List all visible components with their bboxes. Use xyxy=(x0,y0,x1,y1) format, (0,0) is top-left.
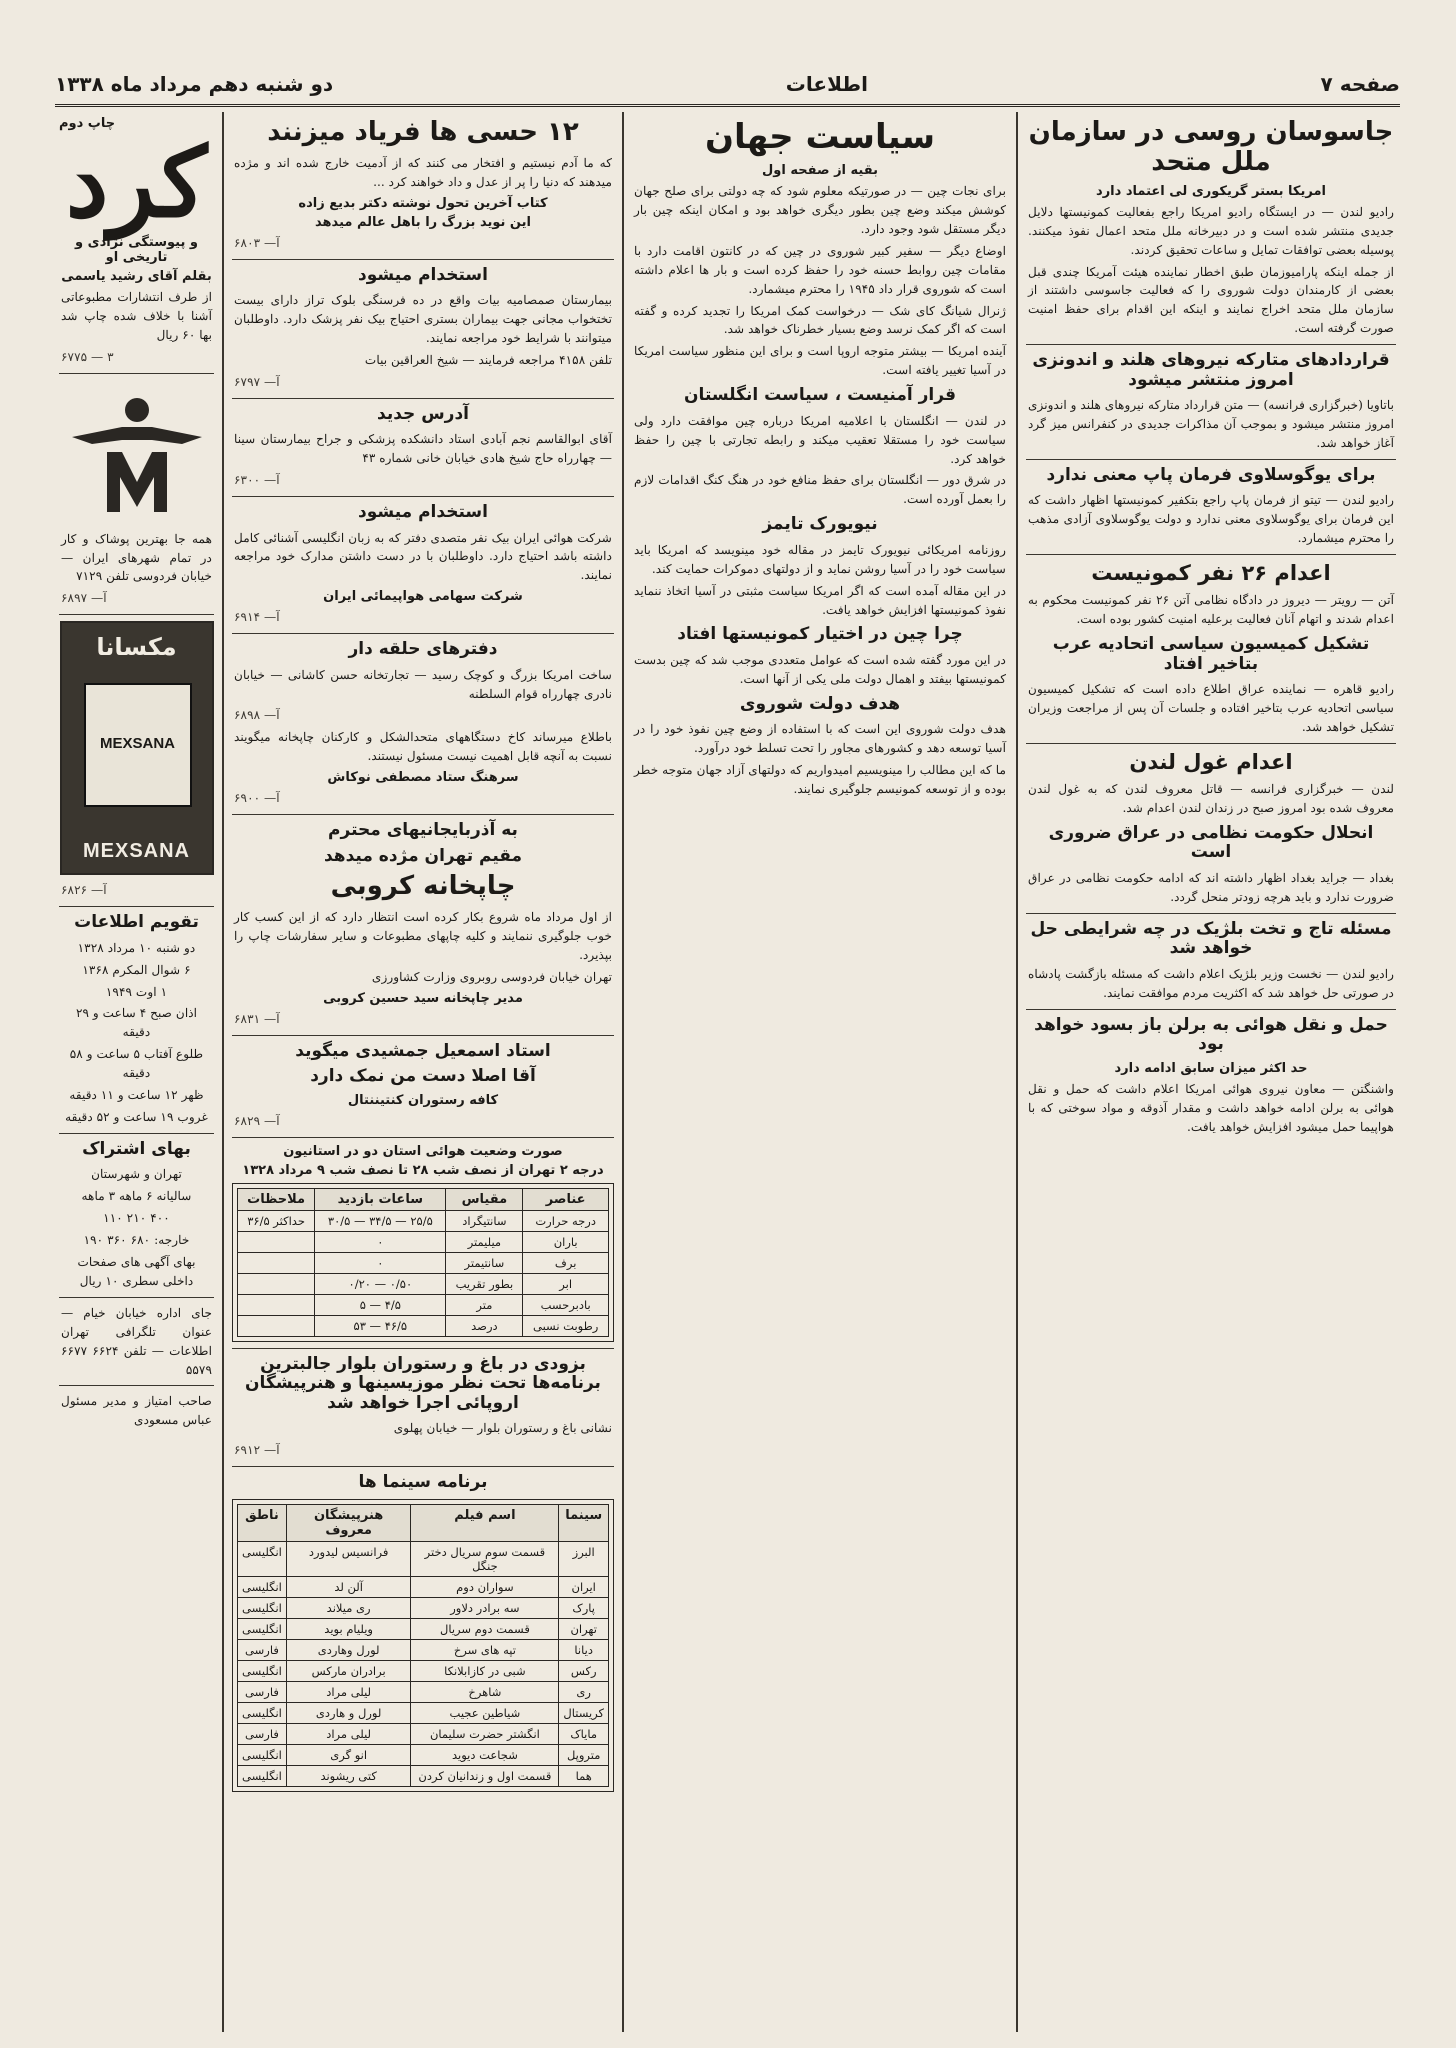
ad-code: آ— ۶۷۹۷ xyxy=(234,374,280,389)
table-cell: پارک xyxy=(559,1597,609,1618)
article-text: آتن — رویتر — دیروز در دادگاه نظامی آتن ۲۶ نفر کمونیست محکوم به اعدام شدند و اتهام آنان فعالیت برعلیه امنیت کشور بوده است. xyxy=(1028,593,1394,627)
divider xyxy=(232,814,614,815)
table-cell: ۴/۵ — ۵ xyxy=(315,1294,446,1315)
table-row xyxy=(238,1210,609,1231)
table-cell: رکس xyxy=(559,1660,609,1681)
table-cell: انگلیسی xyxy=(238,1576,287,1597)
column-rule xyxy=(1016,112,1018,2032)
ad-headline-notebooks: دفترهای حلقه دار xyxy=(348,639,498,660)
headline-indonesia: قراردادهای متارکه نیروهای هلند و اندونزی امروز منتشر میشود xyxy=(1032,350,1390,390)
page-header xyxy=(55,64,1400,107)
calendar-line: ۶ شوال المکرم ۱۳۶۸ xyxy=(82,962,191,977)
table-header-cell: اسم فیلم xyxy=(411,1504,559,1541)
subscription-line: خارجه: ۶۸۰ ۳۶۰ ۱۹۰ xyxy=(83,1233,190,1248)
ad-code: ۳ — ۶۷۷۵ xyxy=(61,349,114,364)
cinema-table xyxy=(237,1504,609,1787)
ad-code: آ— ۶۸۹۷ xyxy=(61,591,107,606)
column-rule xyxy=(222,112,224,2032)
ad-text: شرکت هوائی ایران بیک نفر متصدی دفتر که به زبان انگلیسی آشنائی کامل داشته باشد احتیاج دارد. داوطلبان با در دست داشتن مدارک خود مراجعه نمایند. xyxy=(234,530,612,583)
table-cell: شیاطین عجیب xyxy=(411,1702,559,1723)
table-cell: برف xyxy=(523,1252,609,1273)
divider xyxy=(1026,1009,1396,1010)
ad-text: بیمارستان صمصامیه بیات واقع در ده فرسنگی بلوک تراز دارای بیست تختخواب مجانی جهت بیماران بستری احتیاج بیک نفر پزشک دارد. داوطلبان میتوانند با شرایط خود مراجعه نمایند. xyxy=(234,293,612,345)
table-cell xyxy=(238,1252,315,1273)
ad-headline-boulevard: بزودی در باغ و رستوران بلوار جالبترین برنامه‌ها تحت نظر موزیسینها و هنرپیشگان اروپائی اجرا خواهد شد xyxy=(245,1353,601,1413)
table-row xyxy=(238,1294,609,1315)
table-cell: بادبرحسب xyxy=(523,1294,609,1315)
ad-code: آ— ۶۳۰۰ xyxy=(234,473,280,488)
divider xyxy=(59,614,214,615)
article-text: آینده امریکا — بیشتر متوجه اروپا است و برای این منظور سیاست امریکا در آسیا تغییر یافته است. xyxy=(634,344,1006,378)
article-text: ژنرال شیانگ کای شک — درخواست کمک امریکا را تجدید کرده و گفته است که اگر کمک نرسد وضع بسیار خطرناک خواهد شد. xyxy=(634,303,1006,337)
table-cell: تهران xyxy=(559,1618,609,1639)
ad-headline-printshop: چاپخانه کروبی xyxy=(330,871,516,902)
table-cell: فارسی xyxy=(238,1681,287,1702)
table-cell: انگلیسی xyxy=(238,1618,287,1639)
ad-signature: سرهنگ ستاد مصطفی نوکاش xyxy=(327,770,519,786)
divider xyxy=(232,259,614,260)
cinema-title: برنامه سینما ها xyxy=(358,1472,488,1493)
table-row xyxy=(238,1315,609,1336)
ad-code: آ— ۶۸۲۹ xyxy=(234,1113,280,1128)
table-cell xyxy=(238,1294,315,1315)
calendar-line: دو شنبه ۱۰ مرداد ۱۳۲۸ xyxy=(77,940,196,955)
article-text: از جمله اینکه پارامیوزمان طبق اخطار نماینده هیئت آمریکا چندی قبل بعضی از کارمندان دولت شوروی را که فعالیت جاسوسی داشتند از سازمان ملل متحد اخراج نمایند و اینکه این اقدام برای حفظ امنیت صورت گرفته است. xyxy=(1028,264,1394,336)
table-cell: لیلی مراد xyxy=(286,1723,411,1744)
ad-text: از اول مرداد ماه شروع بکار کرده است انتظار دارد که از این کسب کار خوب جلوگیری ننمایند و کلیه چاپهای مطبوعات و سایر سفارشات چاپ را بپذیرد. xyxy=(234,910,612,962)
ad-text: آقای ابوالقاسم نجم آبادی استاد دانشکده پزشکی و جراح بیمارستان سینا — چهارراه حاج شیخ هادی خیابان خانی شماره ۴۳ xyxy=(234,432,612,466)
table-cell: ۰ xyxy=(315,1231,446,1252)
divider xyxy=(1026,344,1396,345)
calendar-line: طلوع آفتاب ۵ ساعت و ۵۸ دقیقه xyxy=(69,1047,204,1081)
ad-text: تلفن ۴۱۵۸ مراجعه فرمایند — شیخ العراقین بیات xyxy=(364,352,612,367)
subhead-soviet-goal: هدف دولت شوروی xyxy=(739,693,901,714)
table-cell: انگلیسی xyxy=(238,1702,287,1723)
news-column-world-politics xyxy=(628,112,1012,2032)
weather-title: صورت وضعیت هوائی استان دو در استانیون xyxy=(283,1143,563,1159)
table-row xyxy=(238,1597,609,1618)
table-cell: تپه های سرخ xyxy=(411,1639,559,1660)
table-row xyxy=(238,1231,609,1252)
headline-spies: جاسوسان روسی در سازمان ملل متحد xyxy=(1028,117,1394,177)
article-text: در شرق دور — انگلستان برای حفظ منافع خود در هنگ کنگ اقدامات لازم را بعمل آورده است. xyxy=(634,473,1006,507)
table-cell: هما xyxy=(559,1765,609,1786)
table-cell: ایران xyxy=(559,1576,609,1597)
table-cell: فارسی xyxy=(238,1723,287,1744)
table-cell: برادران مارکس xyxy=(286,1660,411,1681)
mexsana-ad-image xyxy=(60,621,214,875)
table-row xyxy=(238,1660,609,1681)
table-cell xyxy=(238,1315,315,1336)
calendar-line: اذان صبح ۴ ساعت و ۲۹ دقیقه xyxy=(75,1006,198,1040)
subscription-line: بهای آگهی های صفحات داخلی سطری ۱۰ ریال xyxy=(77,1255,196,1288)
divider xyxy=(1026,743,1396,744)
divider xyxy=(232,496,614,497)
article-text: بغداد — جراید بغداد اظهار داشته اند که ادامه حکومت نظامی در عراق ضرورت ندارد و باید هرچه زودتر منحل گردد. xyxy=(1028,871,1394,904)
ad-code: آ— ۶۹۰۰ xyxy=(234,791,280,806)
table-row xyxy=(238,1541,609,1576)
divider xyxy=(59,1133,214,1134)
table-header-cell: مقیاس xyxy=(446,1188,523,1210)
subscription-lines xyxy=(55,1165,218,1290)
ad-book-title: کتاب آخرین تحول نوشته دکتر بدیع زاده xyxy=(298,195,548,211)
article-text: لندن — خبرگزاری فرانسه — قاتل معروف لندن که به غول لندن معروف شده بود امروز صبح در زندان لندن اعدام شد. xyxy=(1028,782,1394,816)
headline-execution-26: اعدام ۲۶ نفر کمونیست xyxy=(1091,561,1331,586)
column-rule xyxy=(622,112,624,2032)
ad-text: نشانی باغ و رستوران بلوار — خیابان پهلوی xyxy=(393,1421,612,1436)
ad-code: آ— ۶۹۱۲ xyxy=(234,1443,280,1458)
news-column-right xyxy=(1022,112,1400,2032)
table-cell: ۴۶/۵ — ۵۳ xyxy=(315,1315,446,1336)
divider xyxy=(59,373,214,374)
table-cell: مایاک xyxy=(559,1723,609,1744)
table-cell: شبی در کازابلانکا xyxy=(411,1660,559,1681)
ad-book-sub: این نوید بزرگ را باهل عالم میدهد xyxy=(315,214,531,230)
article-text: اوضاع دیگر — سفیر کبیر شوروی در چین که در کانتون اقامت دارد با مقامات چین روابط حسنه خود را حفظ کرده است و بار ها اعلام داشته است که شوروی قرار داد ۱۹۴۵ را محترم میشمارد. xyxy=(634,243,1006,296)
table-cell: انگلیسی xyxy=(238,1765,287,1786)
table-cell xyxy=(238,1273,315,1294)
table-row xyxy=(238,1744,609,1765)
table-cell: درصد xyxy=(446,1315,523,1336)
table-cell: سانتیمتر xyxy=(446,1252,523,1273)
edition-label: چاپ دوم xyxy=(59,116,116,131)
table-cell: آلن لد xyxy=(286,1576,411,1597)
ad-headline-azerbaijanis: به آذربایجانیهای محترم xyxy=(328,820,518,841)
divider xyxy=(232,398,614,399)
table-cell: میلیمتر xyxy=(446,1231,523,1252)
table-cell: سانتیگراد xyxy=(446,1210,523,1231)
ad-code: آ— ۶۹۱۴ xyxy=(234,610,280,625)
powder-tin-icon xyxy=(84,683,192,807)
subhead-nytimes: نیویورک تایمز xyxy=(762,514,878,535)
advertisements-column xyxy=(228,112,618,2032)
ad-code: آ— ۶۸۹۸ xyxy=(234,708,280,723)
subhead-britain: قرار آمنیست ، سیاست انگلستان xyxy=(684,385,956,406)
ad-text: ساخت امریکا بزرگ و کوچک رسید — تجارتخانه حسن کاشانی — خیابان نادری چهارراه قوام السلطنه xyxy=(234,667,612,701)
article-text: روزنامه امریکائی نیویورک تایمز در مقاله خود مینویسد که امریکا باید سیاست خود را در آسیا روشن نماید و از دولتهای دموکرات حمایت کند. xyxy=(634,542,1006,576)
continued-note: بقیه از صفحه اول xyxy=(762,163,878,179)
divider xyxy=(59,906,214,907)
issue-date: دو شنبه دهم مرداد ماه ۱۳۳۸ xyxy=(55,72,334,96)
book-author: بقلم آقای رشید یاسمی xyxy=(61,269,212,284)
weather-subtitle: درجه ۲ تهران از نصف شب ۲۸ تا نصف شب ۹ مرداد ۱۳۲۸ xyxy=(242,1162,604,1178)
table-cell: لورل و هاردی xyxy=(286,1702,411,1723)
table-cell: البرز xyxy=(559,1541,609,1576)
table-header-cell: سینما xyxy=(559,1504,609,1541)
book-title-kurd: کرد xyxy=(65,126,208,239)
divider xyxy=(232,1035,614,1036)
headline-spies-sub: امریکا بستر گریکوری لی اعتماد دارد xyxy=(1096,183,1326,199)
owner-info: صاحب امتیاز و مدیر مسئول عباس مسعودی xyxy=(61,1394,212,1428)
divider xyxy=(1026,459,1396,460)
table-cell: قسمت دوم سریال xyxy=(411,1618,559,1639)
headline-berlin-airlift: حمل و نقل هوائی به برلن باز بسود خواهد بود xyxy=(1034,1014,1388,1055)
subscription-line: سالیانه ۶ ماهه ۳ ماهه xyxy=(81,1189,192,1204)
table-cell: بطور تقریب xyxy=(446,1273,523,1294)
weather-table-box xyxy=(232,1183,614,1342)
ad-text: تهران خیابان فردوسی روبروی وزارت کشاورزی xyxy=(371,969,612,984)
headline-world-politics: سیاست جهان xyxy=(704,117,936,157)
table-cell: رطوبت نسبی xyxy=(523,1315,609,1336)
calendar-line: ۱ اوت ۱۹۴۹ xyxy=(105,984,168,999)
table-cell: ابر xyxy=(523,1273,609,1294)
table-row xyxy=(238,1576,609,1597)
table-cell: شاهرخ xyxy=(411,1681,559,1702)
ad-headline-ismail: استاد اسمعیل جمشیدی میگوید xyxy=(295,1040,551,1061)
article-text: در این مقاله آمده است که اگر امریکا سیاست مثبتی در آسیا اتخاذ ننماید نفوذ کمونیستها افزایش خواهد یافت. xyxy=(634,583,1006,617)
tin-label: MEXSANA xyxy=(99,735,175,753)
ad-text: از طرف انتشارات مطبوعاتی آشنا با خلاف شده چاپ شد بها ۶۰ ریال xyxy=(61,290,212,342)
table-cell: قسمت اول و زندانیان کردن xyxy=(411,1765,559,1786)
table-row xyxy=(238,1252,609,1273)
table-row xyxy=(238,1681,609,1702)
headline-berlin-sub: حد اکثر میزان سابق ادامه دارد xyxy=(1114,1060,1308,1076)
subscription-line: ۴۰۰ ۲۱۰ ۱۱۰ xyxy=(103,1211,170,1226)
ad-headline-hiring: استخدام میشود xyxy=(358,264,488,285)
cinema-table-box xyxy=(232,1499,614,1792)
divider xyxy=(232,1466,614,1467)
headline-arab-league: تشکیل کمیسیون سیاسی اتحادیه عرب بتاخیر افتاد xyxy=(1052,634,1370,674)
ad-text: باطلاع میرساند کاخ دستگاههای متحدالشکل و کارکنان چاپخانه میگویند نسبت به آنچه قابل اهمیت نیست مسئول نیستند. xyxy=(234,730,612,764)
ad-headline-book: ۱۲ حسی ها فریاد میزنند xyxy=(267,117,579,147)
table-cell: انگشتر حضرت سلیمان xyxy=(411,1723,559,1744)
mexsana-brand: MEXSANA xyxy=(82,840,190,863)
table-cell: شجاعت دیوید xyxy=(411,1744,559,1765)
table-cell xyxy=(238,1231,315,1252)
page-number: صفحه ۷ xyxy=(1320,72,1400,96)
article-text: هدف دولت شوروی این است که با استفاده از وضع چین نفوذ خود را در آسیا توسعه دهد و کشورهای مجاور را تحت تسلط خود درآورد. xyxy=(634,722,1006,756)
table-cell: درجه حرارت xyxy=(523,1210,609,1231)
divider xyxy=(232,1348,614,1349)
table-header-cell: ناطق xyxy=(238,1504,287,1541)
table-row xyxy=(238,1273,609,1294)
ad-code: آ— ۶۸۲۶ xyxy=(61,883,107,898)
article-text: برای نجات چین — در صورتیکه معلوم شود که چه دولتی برای صلح جهان کوشش میکند وضع چین بطور دیگری خواهد بود و امکان اینکه چین بار دیگر مستقل شود وجود دارد. xyxy=(634,184,1006,236)
table-cell: متروپل xyxy=(559,1744,609,1765)
table-cell: ۰ xyxy=(315,1252,446,1273)
subscription-line: تهران و شهرستان xyxy=(91,1167,182,1182)
ad-restaurant: کافه رستوران کنتیننتال xyxy=(347,1092,499,1108)
table-cell: ری میلاند xyxy=(286,1597,411,1618)
table-row xyxy=(238,1639,609,1660)
ad-company: شرکت سهامی هواپیمائی ایران xyxy=(323,589,523,605)
calendar-title: تقویم اطلاعات xyxy=(74,912,199,933)
newspaper-name: اطلاعات xyxy=(785,72,868,96)
table-cell: متر xyxy=(446,1294,523,1315)
headline-yugoslavia: برای یوگوسلاوی فرمان پاپ معنی ندارد xyxy=(1046,464,1376,485)
subhead-china: چرا چین در اختیار کمونیستها افتاد xyxy=(677,624,963,645)
table-cell: ۰/۵۰ — ۰/۲۰ xyxy=(315,1273,446,1294)
article-text: رادیو لندن — در ایستگاه رادیو امریکا راجع بفعالیت کمونیستها دلایل جدیدی منتشر شده است و در دبیرخانه ملل متحد اعمال نفوذ میکنند. پوسیله بعضی توافقات تمایل و ساعات تحقیق کردند. xyxy=(1028,204,1394,257)
ad-subhead: آقا اصلا دست من نمک دارد xyxy=(310,1066,536,1087)
calendar-line: غروب ۱۹ ساعت و ۵۲ دقیقه xyxy=(65,1109,208,1124)
table-cell: لیلی مراد xyxy=(286,1681,411,1702)
mexsana-ad-top: مکسانا xyxy=(96,633,177,662)
table-cell: فارسی xyxy=(238,1639,287,1660)
table-cell: انگلیسی xyxy=(238,1597,287,1618)
faravahar-emblem-icon xyxy=(55,382,218,522)
table-header-cell: ساعات بازدید xyxy=(315,1188,446,1210)
divider xyxy=(59,1297,214,1298)
weather-table xyxy=(237,1188,609,1337)
headline-iraq: انحلال حکومت نظامی در عراق ضروری است xyxy=(1048,822,1374,863)
headline-london-ghoul: اعدام غول لندن xyxy=(1129,749,1293,774)
article-text: در لندن — انگلستان با اعلامیه امریکا درباره چین موافقت دارد ولی سیاست خود را مستقلا تعقیب میکند و رابطه تجارتی با چین را حفظ خواهد کرد. xyxy=(634,413,1006,466)
table-header-cell: ملاحظات xyxy=(238,1188,315,1210)
calendar-line: ظهر ۱۲ ساعت و ۱۱ دقیقه xyxy=(69,1088,204,1103)
article-text: رادیو لندن — تیتو از فرمان پاپ راجع بتکفیر کمونیستها اظهار داشت که این فرمان برای یوگوسلاوی معنی ندارد و دولت یوگوسلاوی آزادی مذهب را محترم میشمارد. xyxy=(1028,493,1394,546)
table-row xyxy=(238,1702,609,1723)
ad-headline-hiring-airline: استخدام میشود xyxy=(358,501,488,522)
table-cell: کریستال xyxy=(559,1702,609,1723)
ad-subhead: مقیم تهران مژده میدهد xyxy=(323,845,523,866)
table-cell: باران xyxy=(523,1231,609,1252)
divider xyxy=(232,633,614,634)
table-header-cell: هنرپیشگان معروف xyxy=(286,1504,411,1541)
office-info: جای اداره خیابان خیام — عنوان تلگرافی تهران اطلاعات — تلفن ۶۶۲۴ ۶۶۷۷ ۵۵۷۹ xyxy=(61,1305,212,1377)
table-row xyxy=(238,1618,609,1639)
ad-text: که ما آدم نیستیم و افتخار می کنند که از آدمیت خارج شده اند و مژده میدهند که دنیا را پر از عدل و داد خواهند کرد ... xyxy=(234,155,612,189)
table-cell: لورل وهاردی xyxy=(286,1639,411,1660)
ad-headline-new-address: آدرس جدید xyxy=(377,403,469,424)
divider xyxy=(1026,554,1396,555)
table-cell: انگلیسی xyxy=(238,1744,287,1765)
divider xyxy=(1026,913,1396,914)
table-cell: انو گری xyxy=(286,1744,411,1765)
left-sidebar-column xyxy=(55,112,218,2032)
table-cell: انگلیسی xyxy=(238,1660,287,1681)
table-header-cell: عناصر xyxy=(523,1188,609,1210)
table-cell: سواران دوم xyxy=(411,1576,559,1597)
divider xyxy=(232,1137,614,1138)
ad-text: همه جا بهترین پوشاک و کار در تمام شهرهای ایران — خیابان فردوسی تلفن ۷۱۲۹ xyxy=(61,531,212,584)
headline-belgium: مسئله تاج و تخت بلژیک در چه شرایطی حل خواهد شد xyxy=(1030,918,1392,959)
table-cell: ۲۵/۵ — ۳۴/۵ — ۳۰/۵ xyxy=(315,1210,446,1231)
table-cell: انگلیسی xyxy=(238,1541,287,1576)
article-text: باتاویا (خبرگزاری فرانسه) — متن قرارداد متارکه نیروهای هلند و اندونزی امروز منتشر میشود و بموجب آن مذاکرات جدیدی در کنفرانس میز گرد آغاز خواهد شد. xyxy=(1028,398,1394,451)
calendar-lines xyxy=(55,939,218,1127)
divider xyxy=(59,1385,214,1386)
table-cell: حداکثر ۳۶/۵ xyxy=(238,1210,315,1231)
ad-code: آ— ۶۸۳۱ xyxy=(234,1011,280,1026)
ad-code: آ— ۶۸۰۳ xyxy=(234,235,280,250)
book-subtitle: و پیوستگی نژادی و تاریخی او xyxy=(75,235,198,265)
table-cell: دیانا xyxy=(559,1639,609,1660)
article-text: رادیو قاهره — نماینده عراق اطلاع داده است که تشکیل کمیسیون سیاسی اتحادیه عرب بتاخیر افتاده و جلسات آن پس از مراجعت وزیران تشکیل خواهد شد. xyxy=(1028,682,1394,735)
ad-signature: مدیر چاپخانه سید حسین کروبی xyxy=(323,990,523,1006)
table-cell: کتی ریشوند xyxy=(286,1765,411,1786)
article-text: در این مورد گفته شده است که عوامل متعددی موجب شد که چین بدست کمونیستها بیفتد و اهمال دولت ملی یکی از آنها است. xyxy=(634,652,1006,686)
article-text: رادیو لندن — نخست وزیر بلژیک اعلام داشت که مسئله بازگشت پادشاه در صورتی حل خواهد شد که اکثریت مردم موافقت نمایند. xyxy=(1028,966,1394,1000)
table-cell: سه برادر دلاور xyxy=(411,1597,559,1618)
subscription-title: بهای اشتراک xyxy=(82,1138,191,1159)
table-cell: فرانسیس لیدورد xyxy=(286,1541,411,1576)
table-row xyxy=(238,1723,609,1744)
table-cell: ویلیام بوید xyxy=(286,1618,411,1639)
table-row xyxy=(238,1765,609,1786)
article-text: واشنگتن — معاون نیروی هوائی امریکا اعلام داشت که حمل و نقل هوائی به برلن ادامه خواهد داشت و مقدار آذوقه و مواد سوختی که با هواپیما حمل میشود افزایش خواهد یافت. xyxy=(1028,1081,1394,1134)
table-cell: ری xyxy=(559,1681,609,1702)
article-text: ما که این مطالب را مینویسیم امیدواریم که دولتهای آزاد جهان متوجه خطر بوده و از توسعه کمونیسم جلوگیری نمایند. xyxy=(634,763,1006,797)
table-cell: قسمت سوم سریال دختر جنگل xyxy=(411,1541,559,1576)
